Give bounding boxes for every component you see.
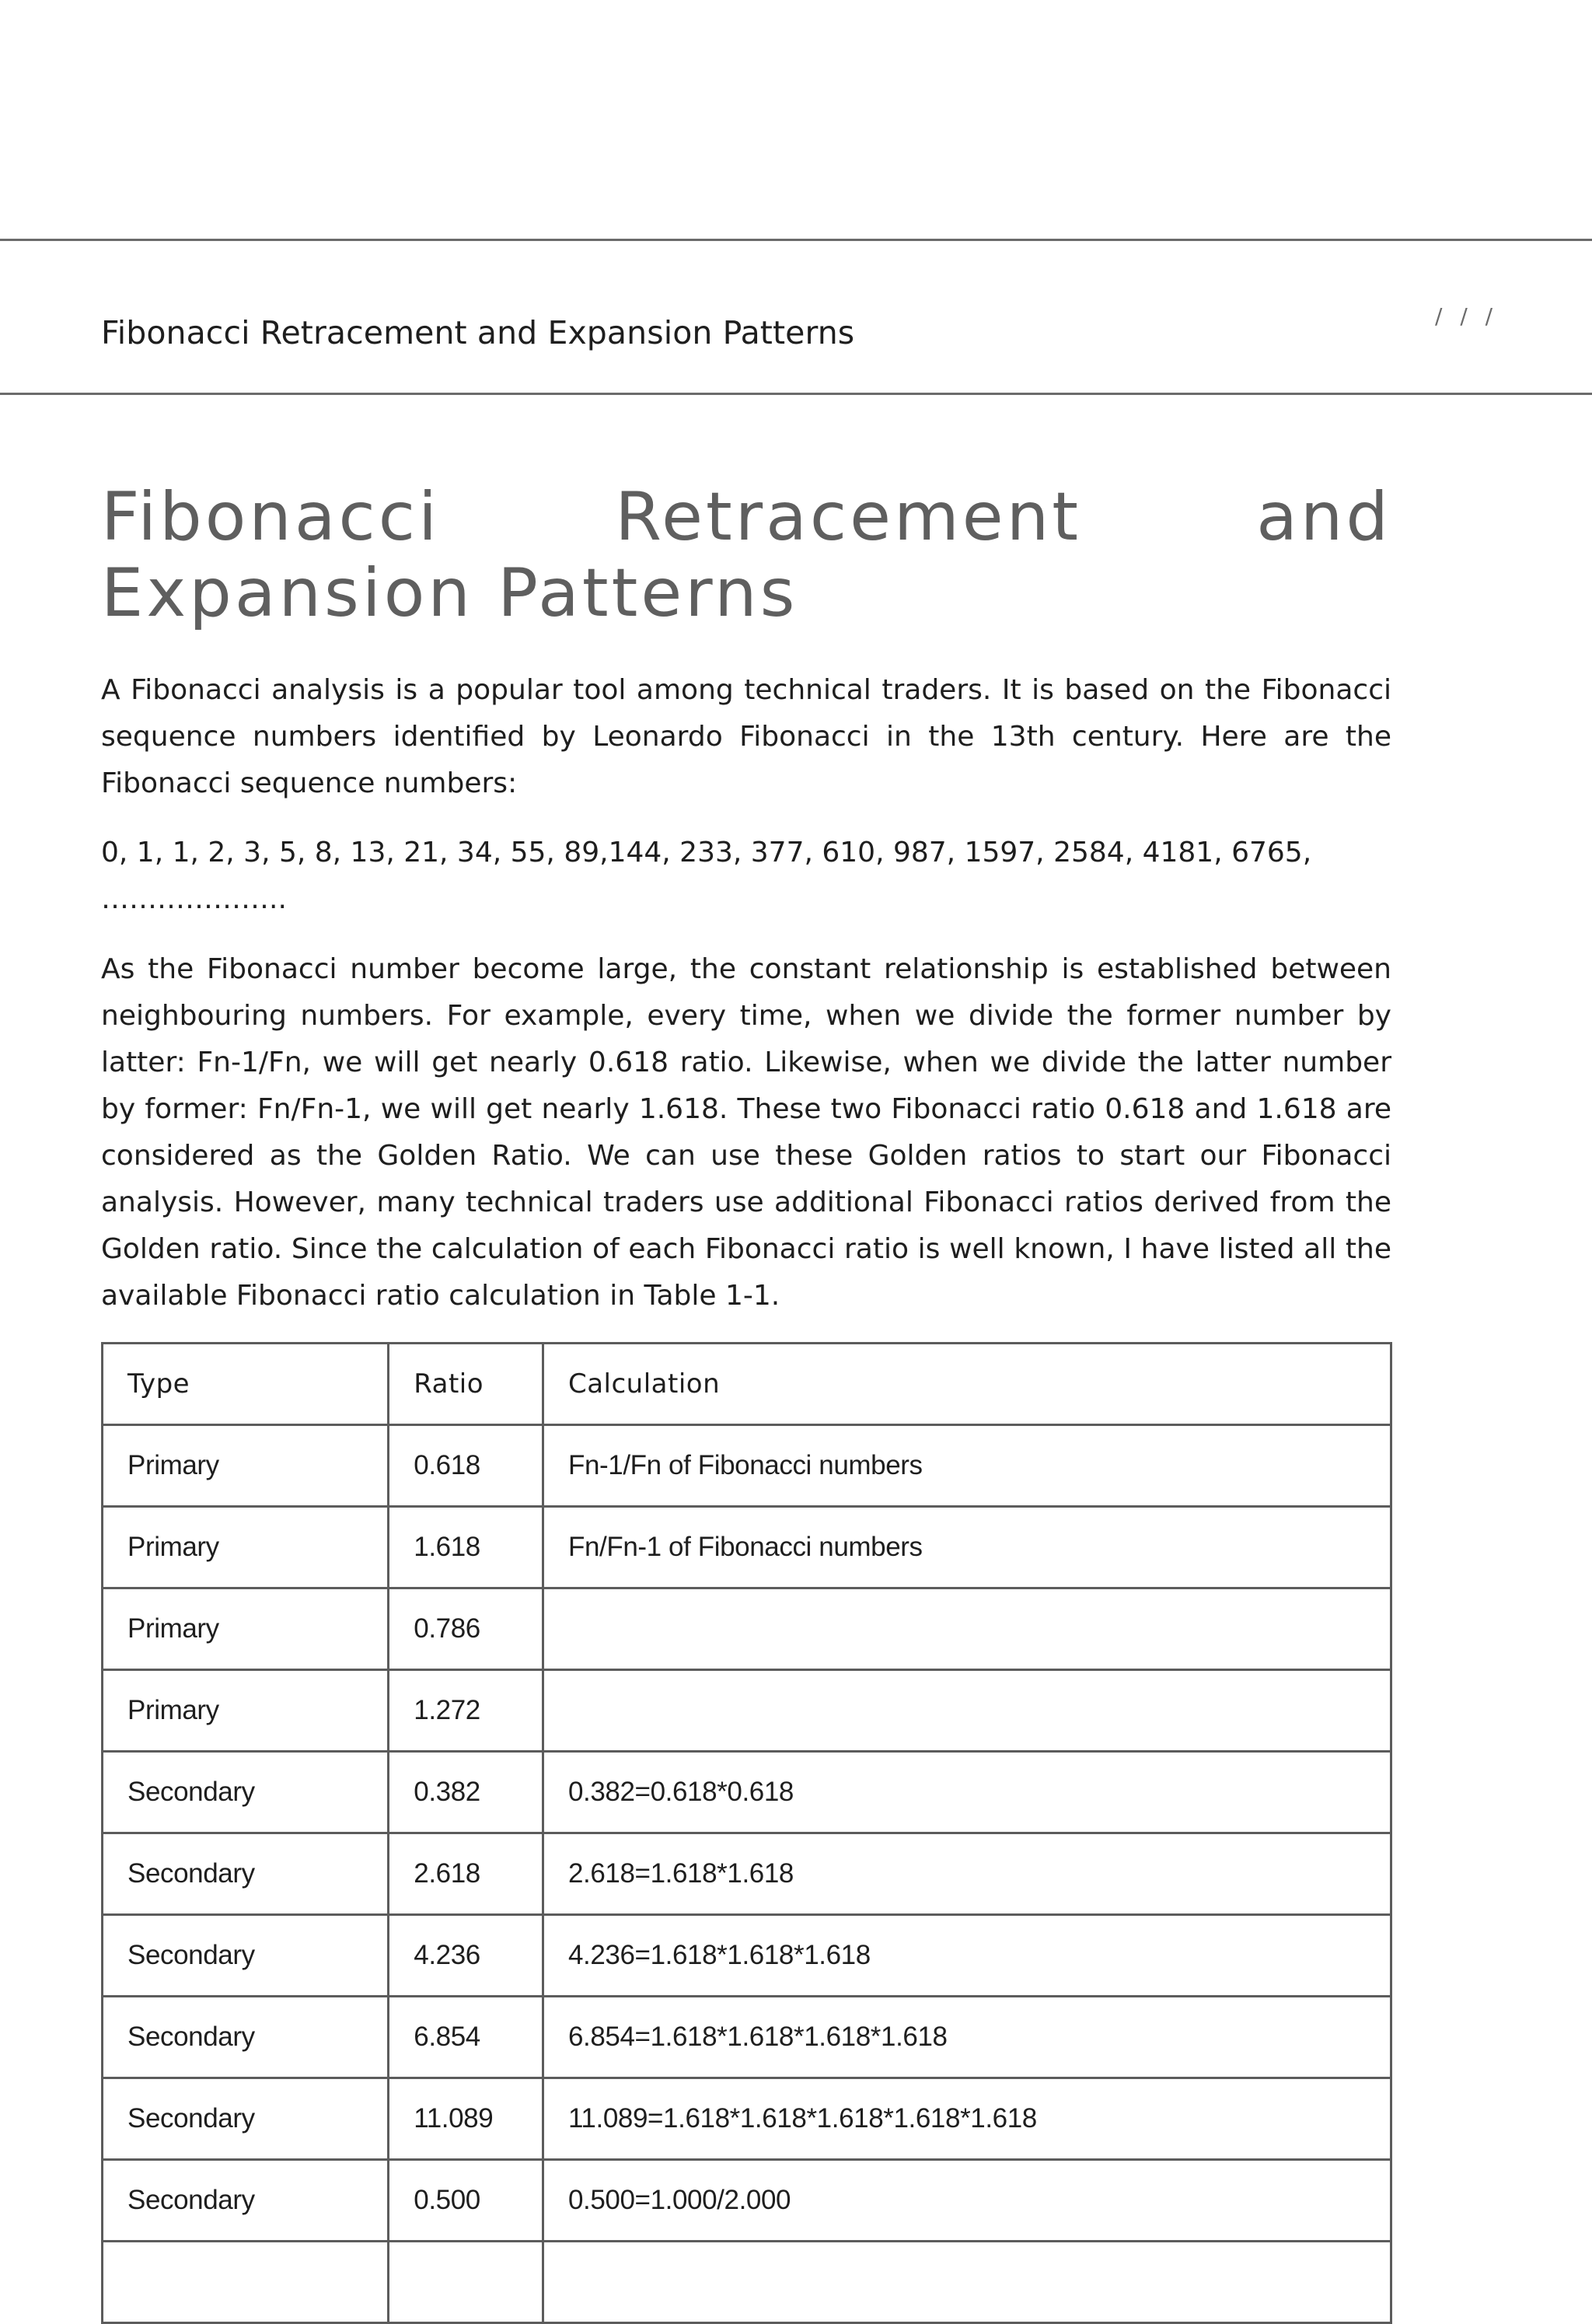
cell-type: Secondary [103, 2160, 389, 2242]
cell-ratio: 11.089 [389, 2078, 543, 2160]
cell-ratio [389, 2242, 543, 2323]
cell-calculation: Fn/Fn-1 of Fibonacci numbers [543, 1507, 1391, 1588]
cell-ratio: 0.618 [389, 1425, 543, 1507]
cell-type: Primary [103, 1670, 389, 1752]
table-row [103, 2242, 1391, 2323]
cell-calculation [543, 1670, 1391, 1752]
article-title: Fibonacci Retracement and Expansion Patterns [101, 478, 1391, 632]
column-header-calculation: Calculation [543, 1344, 1391, 1425]
header-bottom-rule [0, 393, 1592, 395]
intro-paragraph: A Fibonacci analysis is a popular tool among technical traders. It is based on the Fibonacci sequence numbers identified by Leonardo Fibonacci in the 13th century. Here are the Fibonacci sequence numbers: [101, 674, 1391, 799]
table-row [103, 1997, 1391, 2078]
cell-type: Primary [103, 1588, 389, 1670]
table-row [103, 1670, 1391, 1752]
cell-ratio: 0.500 [389, 2160, 543, 2242]
table-row [103, 1915, 1391, 1997]
cell-ratio: 0.382 [389, 1752, 543, 1833]
cell-ratio: 4.236 [389, 1915, 543, 1997]
table-row [103, 1507, 1391, 1588]
cell-ratio: 1.618 [389, 1507, 543, 1588]
running-header-title: Fibonacci Retracement and Expansion Patterns [101, 314, 855, 351]
cell-type [103, 2242, 389, 2323]
cell-type: Secondary [103, 1997, 389, 2078]
cell-calculation: 11.089=1.618*1.618*1.618*1.618*1.618 [543, 2078, 1391, 2160]
table-row [103, 1752, 1391, 1833]
cell-type: Secondary [103, 1752, 389, 1833]
cell-type: Secondary [103, 2078, 389, 2160]
table-row [103, 2078, 1391, 2160]
column-header-type: Type [103, 1344, 389, 1425]
table-header-row [103, 1344, 1391, 1425]
table-row [103, 1588, 1391, 1670]
fibonacci-ratio-table [101, 1342, 1392, 2324]
table-row [103, 1833, 1391, 1915]
cell-type: Secondary [103, 1833, 389, 1915]
cell-calculation: 4.236=1.618*1.618*1.618 [543, 1915, 1391, 1997]
cell-ratio: 1.272 [389, 1670, 543, 1752]
ratio-paragraph: As the Fibonacci number become large, the constant relationship is established between neighbouring numbers. For example, every time, when we divide the former number by latter: Fn-1/Fn, we will get nearly 0.618 ratio. Likewise, when we divide the latter number by former: Fn/Fn-1, we will get nearly 1.618. These two Fibonacci ratio 0.618 and 1.618 are considered as the Golden Ratio. We can use these Golden ratios to start our Fibonacci analysis. However, many technical traders use additional Fibonacci ratios derived from the Golden ratio. Since the calculation of each Fibonacci ratio is well known, I have listed all the available Fibonacci ratio calculation in Table 1-1. [101, 953, 1391, 1312]
cell-ratio: 2.618 [389, 1833, 543, 1915]
cell-calculation: Fn-1/Fn of Fibonacci numbers [543, 1425, 1391, 1507]
header-top-rule [0, 239, 1592, 241]
cell-calculation: 6.854=1.618*1.618*1.618*1.618 [543, 1997, 1391, 2078]
table-row [103, 2160, 1391, 2242]
article-body [101, 479, 1391, 2324]
page-marker: / / / [1435, 303, 1499, 329]
cell-calculation [543, 2242, 1391, 2323]
cell-type: Primary [103, 1507, 389, 1588]
cell-ratio: 0.786 [389, 1588, 543, 1670]
cell-type: Secondary [103, 1915, 389, 1997]
cell-calculation: 0.382=0.618*0.618 [543, 1752, 1391, 1833]
cell-type: Primary [103, 1425, 389, 1507]
fibonacci-sequence: 0, 1, 1, 2, 3, 5, 8, 13, 21, 34, 55, 89,144, 233, 377, 610, 987, 1597, 2584, 4181, 6765, ……………….. [101, 837, 1312, 915]
cell-calculation [543, 1588, 1391, 1670]
cell-ratio: 6.854 [389, 1997, 543, 2078]
table-row [103, 1425, 1391, 1507]
cell-calculation: 2.618=1.618*1.618 [543, 1833, 1391, 1915]
cell-calculation: 0.500=1.000/2.000 [543, 2160, 1391, 2242]
column-header-ratio: Ratio [389, 1344, 543, 1425]
